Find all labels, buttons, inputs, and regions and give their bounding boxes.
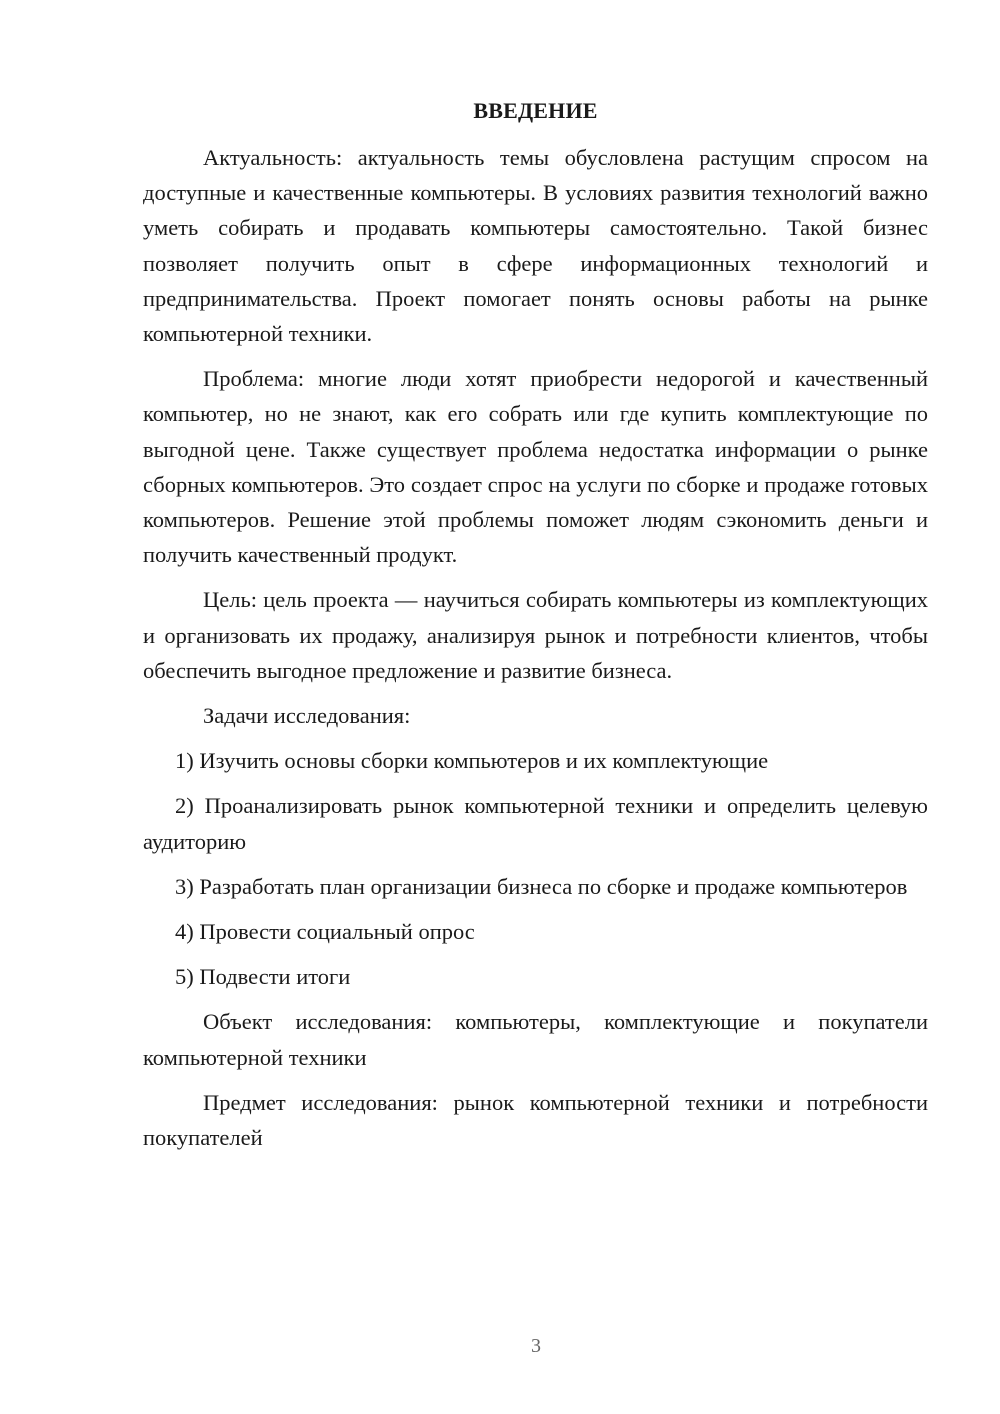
task-item-2: 2) Проанализировать рынок компьютерной техники и определить целевую аудиторию [143,793,928,854]
task-item-1: 1) Изучить основы сборки компьютеров и их комплектующие [175,748,769,774]
page-number: 3 [531,1335,541,1357]
task-item-5: 5) Подвести итоги [175,964,351,990]
tasks-heading: Задачи исследования: [203,703,411,729]
task-item-3: 3) Разработать план организации бизнеса по сборке и продаже компьютеров [175,873,908,899]
paragraph-object: Объект исследования: компьютеры, комплектующие и покупатели компьютерной техники [143,1009,928,1070]
page-content [143,96,928,1165]
paragraph-goal: Цель: цель проекта — научиться собирать компьютеры из комплектующих и организовать их продажу, анализируя рынок и потребности клиентов, чтобы обеспечить выгодное предложение и развитие бизнеса. [143,587,928,683]
page-title: ВВЕДЕНИЕ [473,98,598,123]
paragraph-subject: Предмет исследования: рынок компьютерной техники и потребности покупателей [143,1089,928,1151]
paragraph-relevance: Актуальность: актуальность темы обусловлена растущим спросом на доступные и качественные компьютеры. В условиях развития технологий важно уметь собирать и продавать компьютеры самостоятельно. Такой бизнес позволяет получить опыт в сфере информационных технологий и предпринимательства. Проект помогает понять основы работы на рынке компьютерной техники. [143,145,928,347]
paragraph-problem: Проблема: многие люди хотят приобрести недорогой и качественный компьютер, но не знают, как его собрать или где купить комплектующие по выгодной цене. Также существует проблема недостатка информации о рынке сборных компьютеров. Это создает спрос на услуги по сборке и продаже готовых компьютеров. Решение этой проблемы поможет людям сэкономить деньги и получить качественный продукт. [143,366,928,568]
task-item-4: 4) Провести социальный опрос [175,919,475,945]
